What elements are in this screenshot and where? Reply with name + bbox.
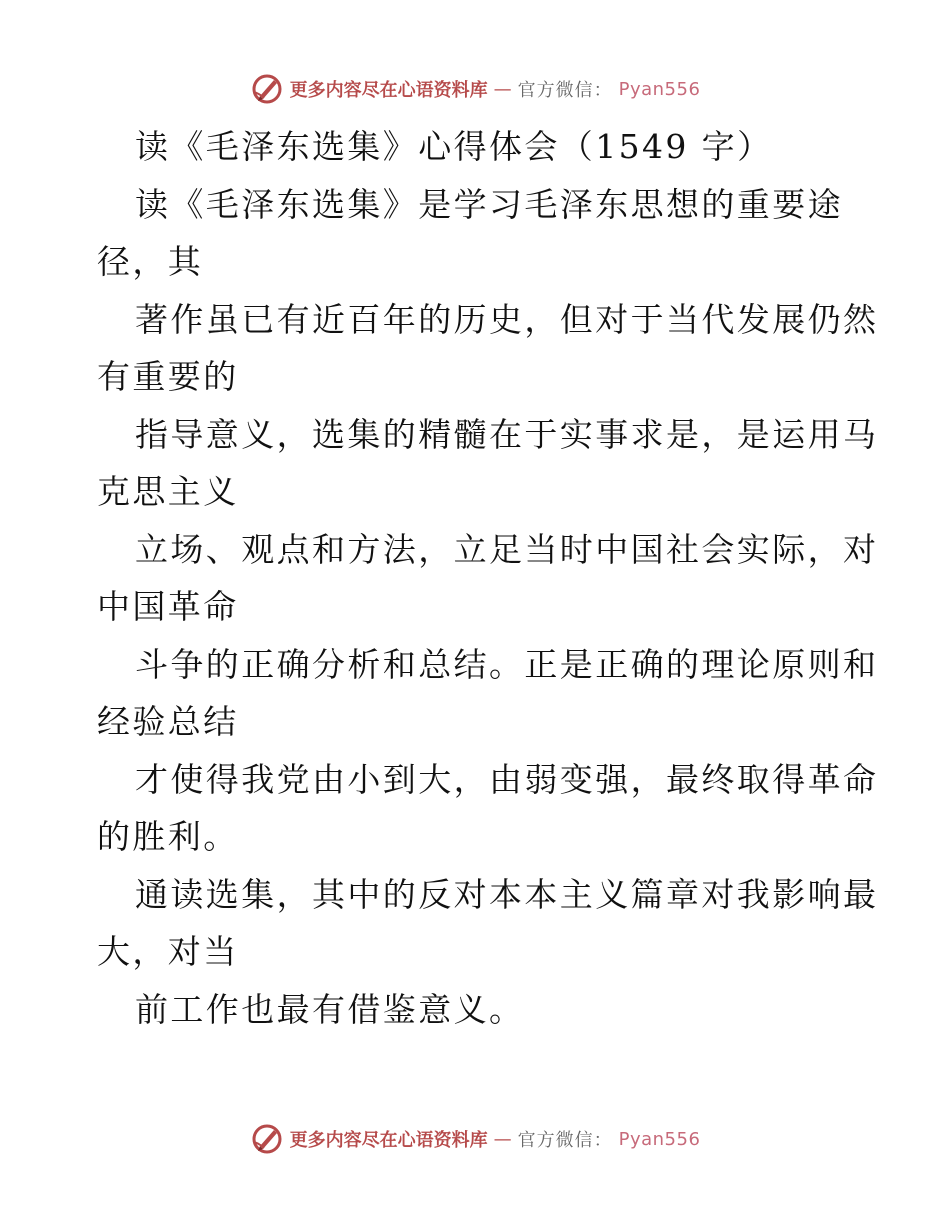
banner-sub-text: 官方微信： bbox=[517, 1130, 613, 1151]
paragraph-line: 读《毛泽东选集》是学习毛泽东思想的重要途 bbox=[135, 184, 843, 224]
paragraph-line: 中国革命 bbox=[97, 587, 239, 626]
paragraph-line: 大，对当 bbox=[97, 932, 239, 971]
pen-logo-icon bbox=[250, 72, 284, 106]
banner-wechat-id: Pyan556 bbox=[618, 78, 701, 100]
banner-wechat-id: Pyan556 bbox=[618, 1128, 701, 1150]
pen-logo-icon bbox=[250, 1122, 284, 1156]
footer-banner bbox=[0, 1119, 950, 1159]
banner-dash: — bbox=[493, 1128, 512, 1150]
paragraph-line: 克思主义 bbox=[97, 472, 239, 511]
banner-sub-text: 官方微信： bbox=[517, 80, 613, 101]
banner-dash: — bbox=[493, 78, 512, 100]
paragraph-line: 斗争的正确分析和总结。正是正确的理论原则和 bbox=[135, 644, 879, 684]
paragraph-line: 的胜利。 bbox=[97, 817, 239, 856]
paragraph-line: 经验总结 bbox=[97, 702, 239, 741]
document-body bbox=[97, 118, 879, 1038]
header-banner bbox=[0, 69, 950, 109]
paragraph-line: 指导意义，选集的精髓在于实事求是，是运用马 bbox=[135, 414, 879, 454]
banner-main-text: 更多内容尽在心语资料库 bbox=[289, 80, 488, 101]
paragraph-line: 通读选集，其中的反对本本主义篇章对我影响最 bbox=[135, 874, 879, 914]
paragraph-line: 径，其 bbox=[97, 242, 204, 281]
paragraph-line: 有重要的 bbox=[97, 357, 239, 396]
paragraph-line: 前工作也最有借鉴意义。 bbox=[135, 989, 525, 1029]
paragraph-line: 才使得我党由小到大，由弱变强，最终取得革命 bbox=[135, 759, 879, 799]
banner-main-text: 更多内容尽在心语资料库 bbox=[289, 1130, 488, 1151]
document-title: 读《毛泽东选集》心得体会（1549 字） bbox=[135, 127, 773, 166]
paragraph-line: 著作虽已有近百年的历史，但对于当代发展仍然 bbox=[135, 299, 879, 339]
paragraph-line: 立场、观点和方法，立足当时中国社会实际，对 bbox=[135, 529, 879, 569]
